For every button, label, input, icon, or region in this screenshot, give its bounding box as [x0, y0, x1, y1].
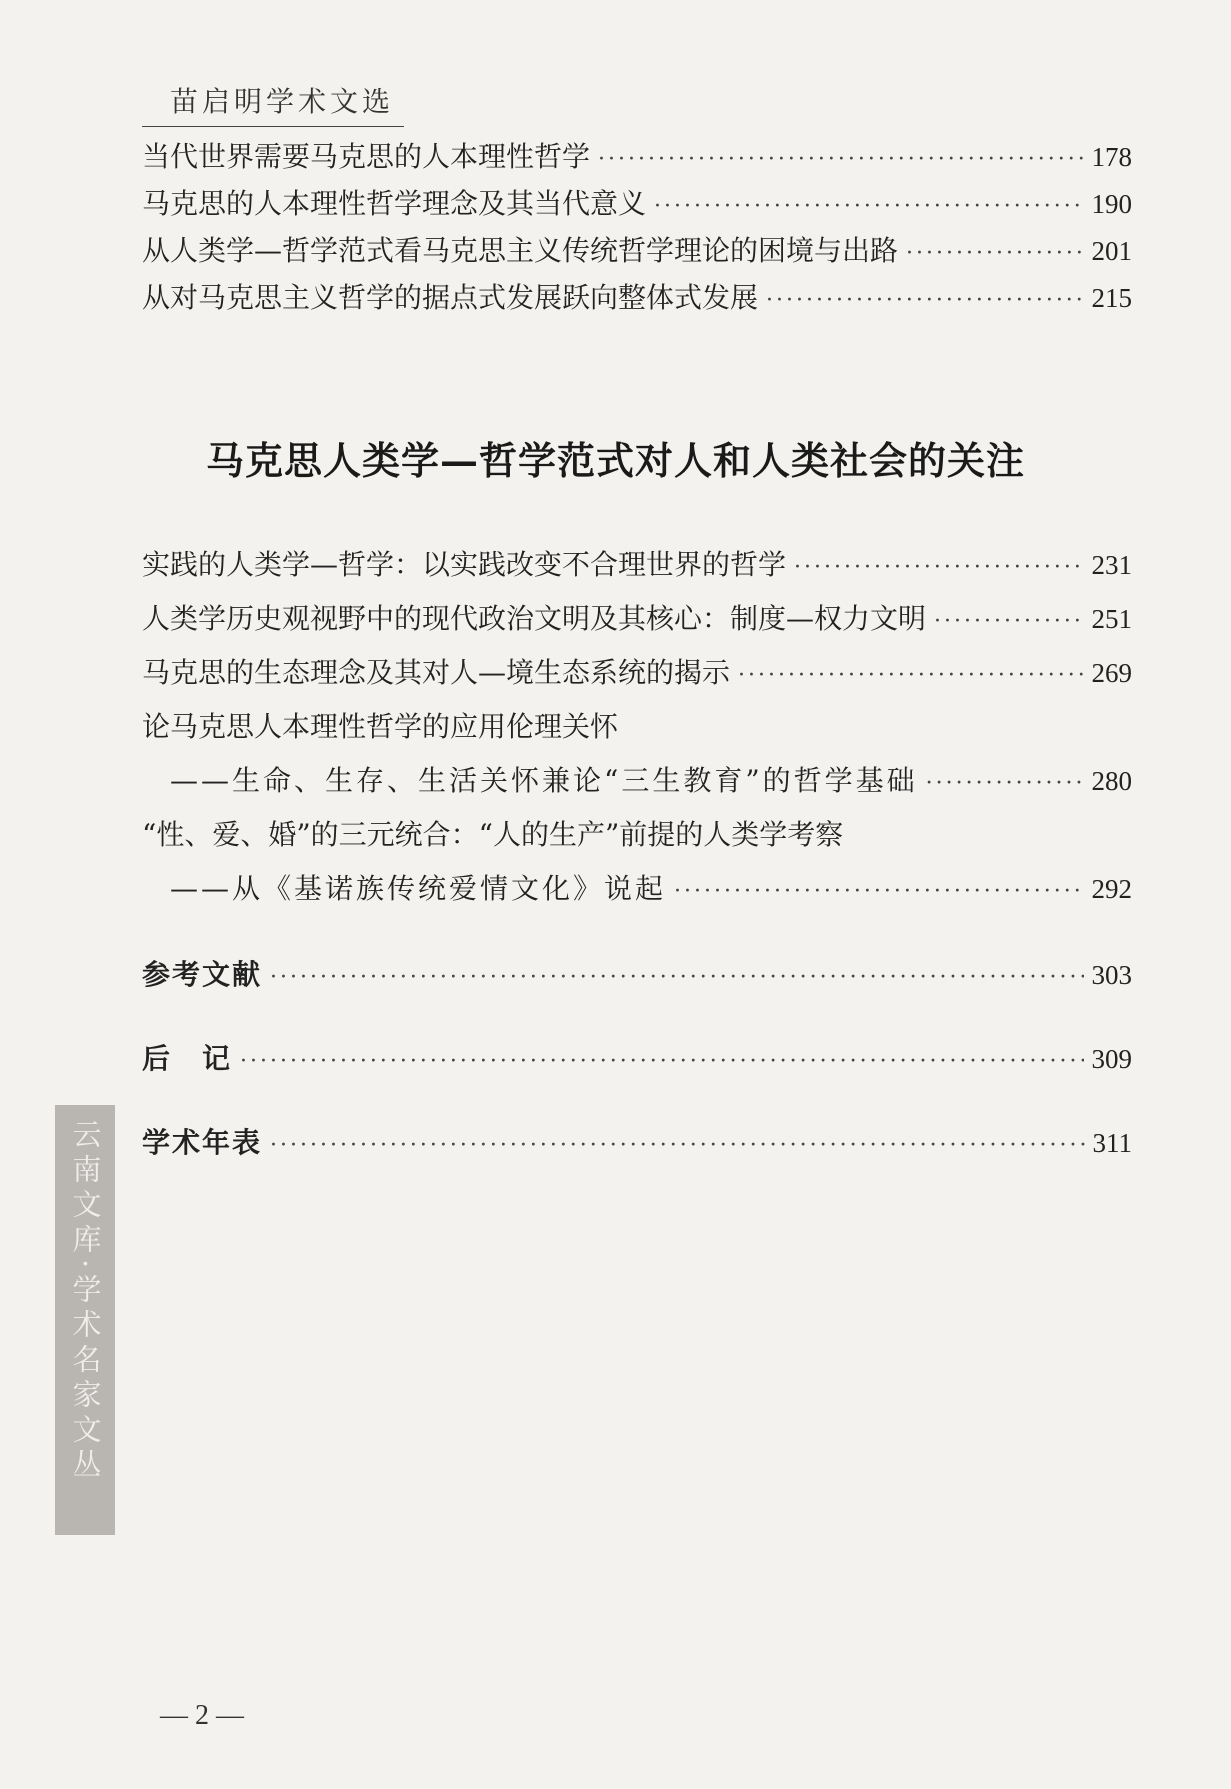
toc-entry-title: 从人类学—哲学范式看马克思主义传统哲学理论的困境与出路: [142, 234, 899, 267]
toc-entry-page: 303: [1091, 960, 1132, 990]
toc-entry-page: 269: [1091, 658, 1132, 688]
toc-entry-page: 311: [1092, 1128, 1132, 1158]
series-side-band: [55, 1105, 115, 1535]
toc-entry-title: “性、爱、婚”的三元统合：“人的生产”前提的人类学考察: [142, 818, 844, 851]
toc-entry-title: 学术年表: [142, 1126, 263, 1159]
toc-entry-title: 马克思的人本理性哲学理念及其当代意义: [142, 187, 647, 220]
toc-entry-page: 215: [1091, 283, 1132, 313]
toc-entry-subtitle: ——从《基诺族传统爱情文化》说起: [170, 872, 667, 905]
toc-entry: [142, 184, 1132, 227]
toc-entry-subtitle: ——生命、生存、生活关怀兼论“三生教育”的哲学基础: [170, 764, 918, 797]
toc-entry-page: 178: [1091, 142, 1132, 172]
toc-entry-page: 190: [1091, 189, 1132, 219]
section-title: 马克思人类学—哲学范式对人和人类社会的关注: [205, 438, 1025, 483]
toc-entry-subtitle-line: [170, 761, 1132, 804]
leader-dots: [794, 548, 1083, 588]
leader-dots: [270, 1126, 1084, 1166]
leader-dots: [654, 187, 1083, 227]
toc-entry-page: 231: [1091, 550, 1132, 580]
header-rule: [142, 126, 404, 127]
toc-entry-chronology: [142, 1123, 1132, 1166]
leader-dots: [598, 140, 1083, 180]
leader-dots: [766, 281, 1083, 321]
toc-entry-page: 292: [1091, 874, 1132, 904]
toc-entry: [142, 137, 1132, 180]
toc-entry-page: 309: [1091, 1044, 1132, 1074]
toc-entry: [142, 545, 1132, 588]
toc-entry-title: 参考文献: [142, 958, 263, 991]
toc-entry: [142, 278, 1132, 321]
leader-dots: [738, 656, 1083, 696]
leader-dots: [270, 958, 1083, 998]
toc-entry-title: 论马克思人本理性哲学的应用伦理关怀: [142, 710, 619, 743]
toc-entry-title: 实践的人类学—哲学：以实践改变不合理世界的哲学: [142, 548, 787, 581]
toc-entry: [142, 599, 1132, 642]
toc-entry-page: 280: [1091, 766, 1132, 796]
leader-dots: [674, 872, 1083, 912]
leader-dots: [934, 602, 1083, 642]
toc-entry-title: 从对马克思主义哲学的据点式发展跃向整体式发展: [142, 281, 759, 314]
series-name: 云南文库·学术名家文丛: [68, 1119, 103, 1485]
leader-dots: [906, 234, 1083, 274]
toc-entry-page: 251: [1091, 604, 1132, 634]
toc-entry-title: 马克思的生态理念及其对人—境生态系统的揭示: [142, 656, 731, 689]
leader-dots: [240, 1042, 1083, 1082]
toc-entry-afterword: [142, 1039, 1132, 1082]
running-header: 苗启明学术文选: [170, 85, 395, 118]
toc-entry-page: 201: [1091, 236, 1132, 266]
page-number: — 2 —: [160, 1700, 244, 1731]
toc-entry-references: [142, 955, 1132, 998]
toc-entry-title: 后 记: [142, 1042, 233, 1075]
toc-entry-title: 人类学历史观视野中的现代政治文明及其核心：制度—权力文明: [142, 602, 927, 635]
toc-entry: [142, 653, 1132, 696]
toc-entry-subtitle-line: [170, 869, 1132, 912]
leader-dots: [926, 764, 1084, 804]
toc-entry-title: 当代世界需要马克思的人本理性哲学: [142, 140, 591, 173]
toc-entry: [142, 231, 1132, 274]
